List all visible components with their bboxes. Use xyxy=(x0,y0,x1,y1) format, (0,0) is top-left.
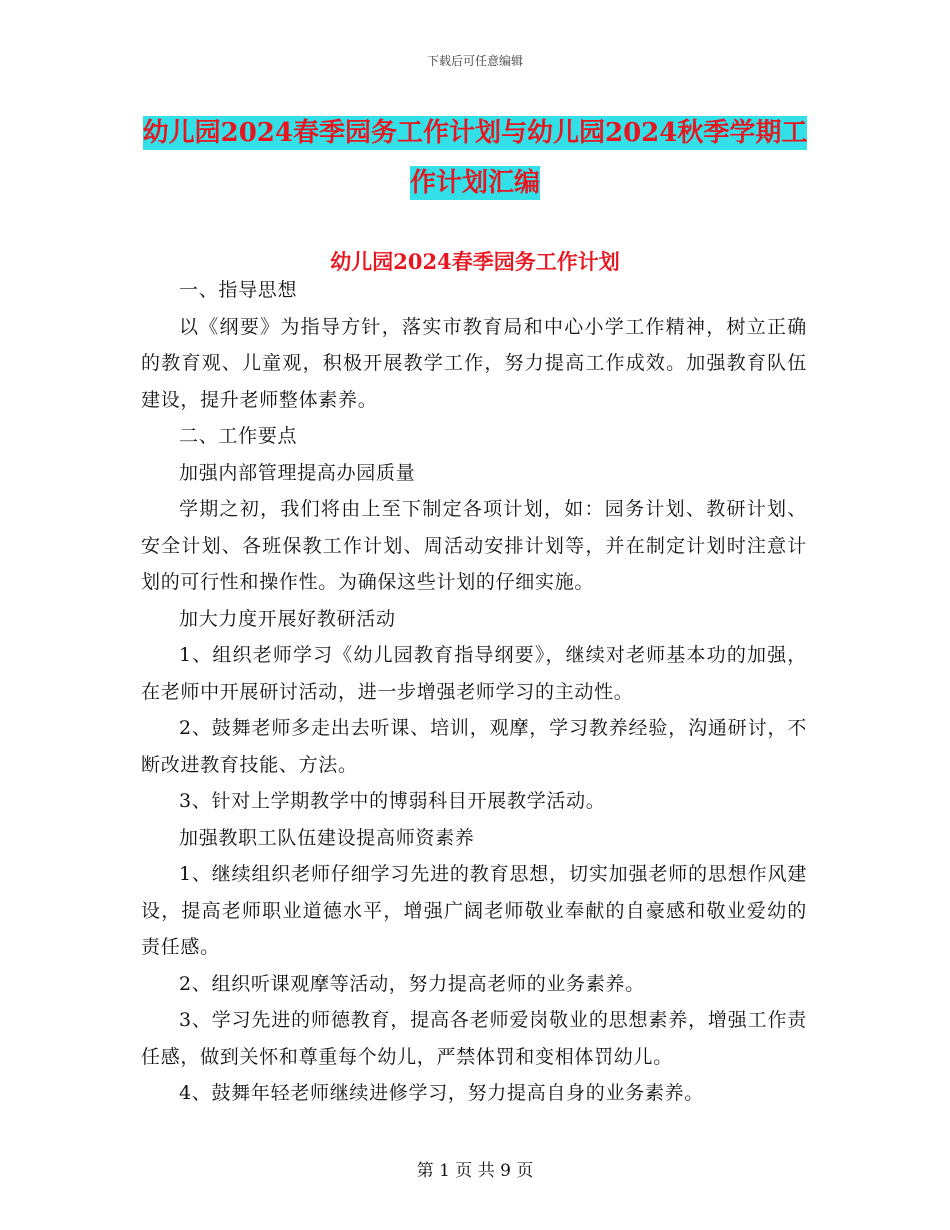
list-item: 3、针对上学期教学中的博弱科目开展教学活动。 xyxy=(179,790,606,812)
subheading: 加大力度开展好教研活动 xyxy=(179,607,396,630)
header-note: 下载后可任意编辑 xyxy=(426,54,523,68)
list-item: 2、组织听课观摩等活动，努力提高老师的业务素养。 xyxy=(179,972,645,995)
subheading: 加强教职工队伍建设提高师资素养 xyxy=(179,826,475,849)
paragraph: 以《纲要》为指导方针，落实市教育局和中心小学工作精神，树立正确的教育观、儿童观，积极开展教学工作，努力提高工作成效。加强教育队伍建设，提升老师整体素养。 xyxy=(141,315,807,411)
list-item: 2、鼓舞老师多走出去听课、培训，观摩，学习教养经验，沟通研讨，不断改进教育技能、方法。 xyxy=(141,717,807,776)
document-title-text: 幼儿园2024春季园务工作计划与幼儿园2024秋季学期工作计划汇编 xyxy=(142,118,808,198)
document-body xyxy=(141,272,807,1112)
heading-guiding-thought: 一、指导思想 xyxy=(179,279,298,301)
list-item: 3、学习先进的师德教育，提高各老师爱岗敬业的思想素养，增强工作责任感，做到关怀和尊重每个幼儿，严禁体罚和变相体罚幼儿。 xyxy=(141,1009,807,1068)
subheading: 加强内部管理提高办园质量 xyxy=(179,461,416,484)
page-number: 第 1 页 共 9 页 xyxy=(416,1161,534,1181)
document-title xyxy=(140,108,810,208)
paragraph: 学期之初，我们将由上至下制定各项计划，如：园务计划、教研计划、安全计划、各班保教工作计划、周活动安排计划等，并在制定计划时注意计划的可行性和操作性。为确保这些计划的仔细实施。 xyxy=(141,498,807,593)
section-title: 幼儿园2024春季园务工作计划 xyxy=(330,249,620,274)
list-item: 1、组织老师学习《幼儿园教育指导纲要》，继续对老师基本功的加强，在老师中开展研讨活动，进一步增强老师学习的主动性。 xyxy=(141,644,807,703)
list-item: 1、继续组织老师仔细学习先进的教育思想，切实加强老师的思想作风建设，提高老师职业道德水平，增强广阔老师敬业奉献的自豪感和敬业爱幼的责任感。 xyxy=(141,863,807,958)
heading-work-points: 二、工作要点 xyxy=(179,425,298,447)
list-item: 4、鼓舞年轻老师继续进修学习，努力提高自身的业务素养。 xyxy=(179,1082,704,1104)
